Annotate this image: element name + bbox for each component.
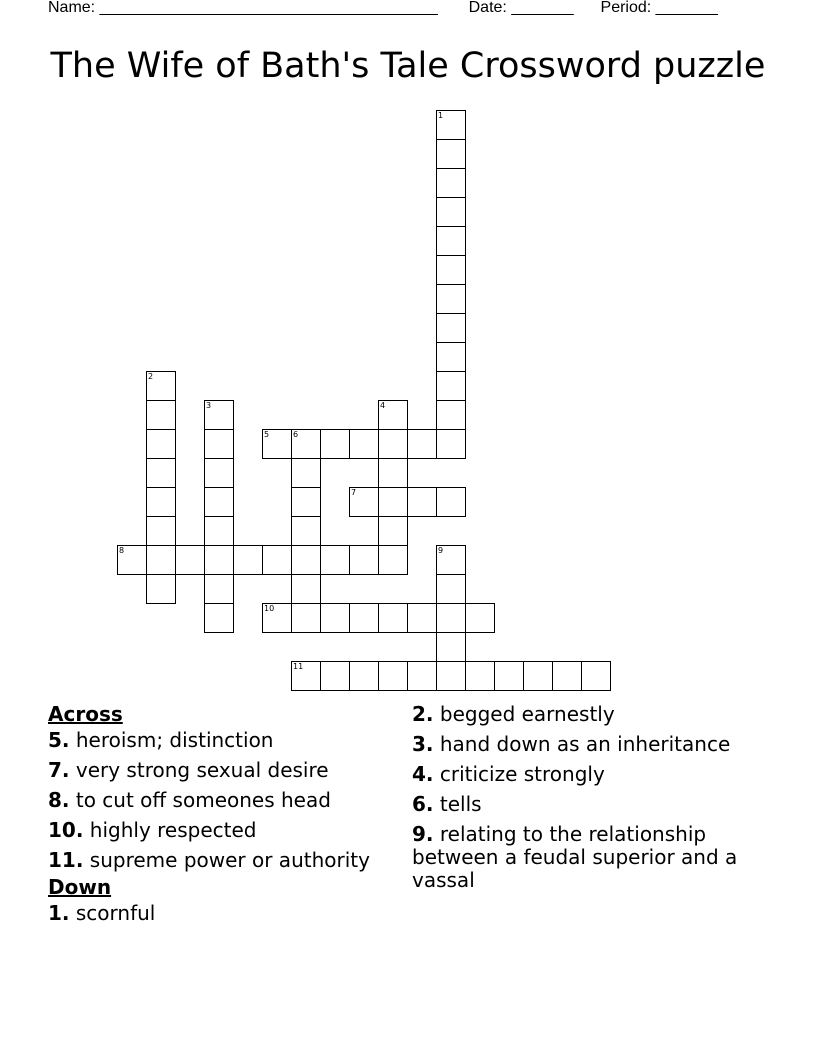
crossword-cell[interactable] [291, 458, 321, 488]
crossword-cell[interactable] [436, 632, 466, 662]
crossword-cell[interactable] [204, 574, 234, 604]
down-heading: Down [48, 875, 112, 899]
crossword-cell[interactable] [407, 661, 437, 691]
crossword-cell[interactable] [436, 400, 466, 430]
crossword-cell[interactable] [233, 545, 263, 575]
crossword-cell[interactable] [552, 661, 582, 691]
clue-down-3 [412, 733, 782, 756]
clue-number-label: 9 [438, 546, 444, 555]
clue-number: 7. [48, 758, 70, 782]
crossword-cell[interactable] [262, 429, 292, 459]
clue-number: 4. [412, 762, 434, 786]
clue-number-label: 8 [119, 546, 125, 555]
clue-number: 9. [412, 822, 434, 846]
clue-number-label: 7 [351, 488, 357, 497]
clue-number: 10. [48, 818, 84, 842]
crossword-cell[interactable] [407, 487, 437, 517]
crossword-cell[interactable] [378, 603, 408, 633]
clue-number-label: 1 [438, 111, 444, 120]
name-field-label: Name: ______________________________________ [48, 0, 438, 16]
crossword-cell[interactable] [436, 342, 466, 372]
crossword-cell[interactable] [465, 661, 495, 691]
crossword-cell[interactable] [262, 603, 292, 633]
across-heading: Across [48, 702, 123, 726]
clue-text: hand down as an inheritance [439, 732, 731, 756]
crossword-cell[interactable] [320, 429, 350, 459]
crossword-cell[interactable] [436, 574, 466, 604]
crossword-cell[interactable] [349, 603, 379, 633]
crossword-cell[interactable] [291, 487, 321, 517]
crossword-cell[interactable] [436, 429, 466, 459]
crossword-cell[interactable] [436, 139, 466, 169]
crossword-cell[interactable] [349, 661, 379, 691]
clue-number: 8. [48, 788, 70, 812]
crossword-cell[interactable] [291, 429, 321, 459]
clue-text: highly respected [89, 818, 257, 842]
crossword-cell[interactable] [436, 487, 466, 517]
crossword-cell[interactable] [407, 429, 437, 459]
clue-number: 3. [412, 732, 434, 756]
clue-down-9 [412, 823, 782, 892]
crossword-cell[interactable] [465, 603, 495, 633]
clue-number-label: 10 [264, 604, 275, 613]
crossword-cell[interactable] [436, 545, 466, 575]
clue-down-6 [412, 793, 782, 816]
crossword-cell[interactable] [436, 371, 466, 401]
crossword-cell[interactable] [204, 429, 234, 459]
clue-number-label: 4 [380, 401, 386, 410]
crossword-cell[interactable] [146, 400, 176, 430]
crossword-cell[interactable] [436, 197, 466, 227]
crossword-cell[interactable] [146, 545, 176, 575]
clue-across-5 [48, 729, 403, 752]
crossword-cell[interactable] [436, 255, 466, 285]
crossword-cell[interactable] [581, 661, 611, 691]
crossword-cell[interactable] [378, 661, 408, 691]
clue-text: begged earnestly [439, 702, 615, 726]
page-title: The Wife of Bath's Tale Crossword puzzle [50, 46, 766, 86]
crossword-cell[interactable] [291, 545, 321, 575]
clue-text: heroism; distinction [75, 728, 274, 752]
crossword-cell[interactable] [494, 661, 524, 691]
clue-text: supreme power or authority [89, 848, 370, 872]
crossword-cell[interactable] [378, 429, 408, 459]
crossword-cell[interactable] [204, 458, 234, 488]
crossword-cell[interactable] [291, 661, 321, 691]
crossword-cell[interactable] [523, 661, 553, 691]
clue-number-label: 5 [264, 430, 270, 439]
crossword-cell[interactable] [146, 458, 176, 488]
clue-text: to cut off someones head [75, 788, 331, 812]
crossword-cell[interactable] [407, 603, 437, 633]
crossword-cell[interactable] [320, 603, 350, 633]
crossword-cell[interactable] [320, 661, 350, 691]
clue-across-7 [48, 759, 403, 782]
crossword-cell[interactable] [262, 545, 292, 575]
clue-across-10 [48, 819, 403, 842]
clues-right-column [412, 703, 782, 899]
clue-text: relating to the relationship between a feudal superior and a vassal [412, 822, 738, 892]
crossword-cell[interactable] [291, 603, 321, 633]
crossword-cell[interactable] [378, 487, 408, 517]
crossword-cell[interactable] [378, 400, 408, 430]
crossword-cell[interactable] [204, 516, 234, 546]
clue-text: very strong sexual desire [75, 758, 329, 782]
crossword-cell[interactable] [378, 458, 408, 488]
crossword-cell[interactable] [117, 545, 147, 575]
crossword-cell[interactable] [378, 545, 408, 575]
crossword-cell[interactable] [349, 545, 379, 575]
crossword-cell[interactable] [204, 603, 234, 633]
crossword-cell[interactable] [175, 545, 205, 575]
crossword-cell[interactable] [436, 313, 466, 343]
crossword-cell[interactable] [204, 487, 234, 517]
crossword-cell[interactable] [378, 516, 408, 546]
crossword-cell[interactable] [320, 545, 350, 575]
clue-number-label: 11 [293, 662, 304, 671]
period-field-label: Period: _______ [600, 0, 718, 16]
clue-across-8 [48, 789, 403, 812]
crossword-cell[interactable] [146, 574, 176, 604]
clue-number-label: 6 [293, 430, 299, 439]
clue-down-1 [48, 902, 403, 925]
clues-left-column [48, 703, 403, 932]
crossword-cell[interactable] [146, 371, 176, 401]
clue-text: criticize strongly [439, 762, 605, 786]
crossword-cell[interactable] [204, 400, 234, 430]
crossword-cell[interactable] [146, 429, 176, 459]
crossword-cell[interactable] [436, 661, 466, 691]
crossword-cell[interactable] [146, 516, 176, 546]
clue-number: 2. [412, 702, 434, 726]
clue-number: 1. [48, 901, 70, 925]
clue-number: 11. [48, 848, 84, 872]
crossword-cell[interactable] [349, 487, 379, 517]
crossword-cell[interactable] [349, 429, 379, 459]
crossword-cell[interactable] [436, 284, 466, 314]
date-field-label: Date: _______ [468, 0, 574, 16]
clue-down-2 [412, 703, 782, 726]
clue-number: 6. [412, 792, 434, 816]
crossword-cell[interactable] [436, 603, 466, 633]
clue-across-11 [48, 849, 403, 872]
crossword-cell[interactable] [436, 110, 466, 140]
clue-down-4 [412, 763, 782, 786]
crossword-cell[interactable] [291, 516, 321, 546]
clue-text: scornful [75, 901, 156, 925]
clue-number: 5. [48, 728, 70, 752]
crossword-cell[interactable] [291, 574, 321, 604]
crossword-cell[interactable] [204, 545, 234, 575]
clue-number-label: 3 [206, 401, 212, 410]
crossword-cell[interactable] [436, 226, 466, 256]
crossword-cell[interactable] [146, 487, 176, 517]
clue-text: tells [439, 792, 482, 816]
crossword-cell[interactable] [436, 168, 466, 198]
clue-number-label: 2 [148, 372, 154, 381]
